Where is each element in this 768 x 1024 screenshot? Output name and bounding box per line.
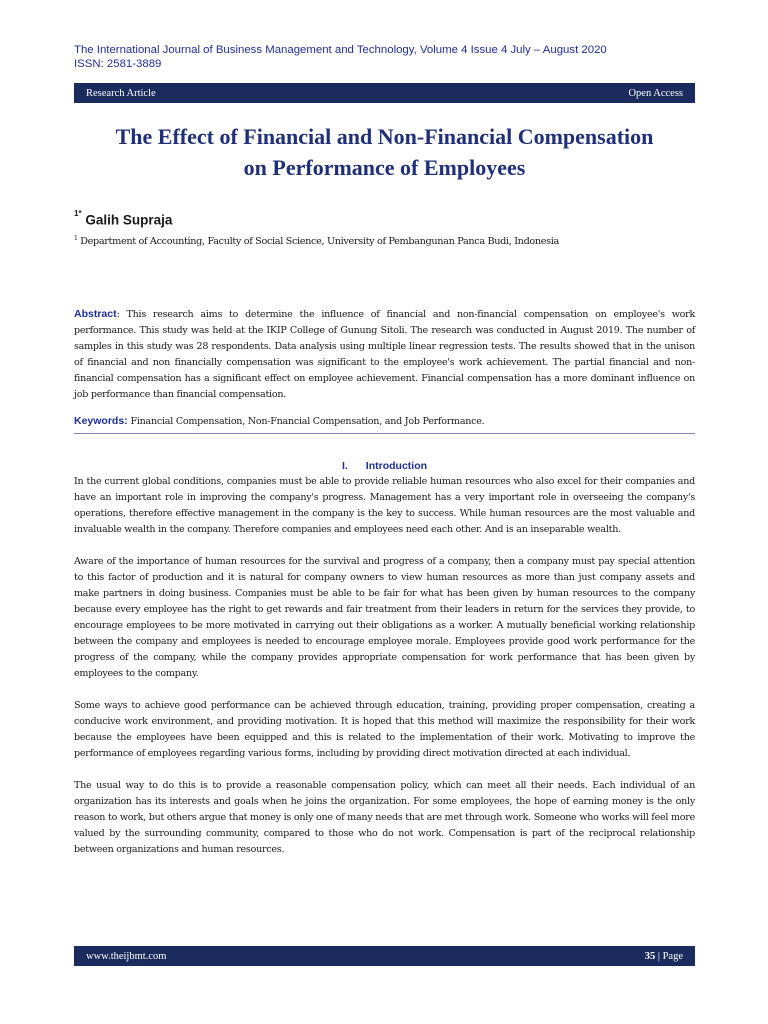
section-title: Introduction — [365, 460, 428, 472]
article-type-label: Research Article — [86, 87, 156, 99]
paragraph: Aware of the importance of human resources for the survival and progress of a company, then a company must pay special attention to this factor of production and it is natural for company owners to view human resources as more than just company assets and make partners in doing business. Companies must be able to be fair for what has been given by human resources to the company because every employee has the right to get rewards and fair treatment from their leaders in return for the services they provide, to encourage employees to be more motivated in carrying out their obligations as a worker. A mutually beneficial working relationship between the company and employees is needed to encourage employee morale. Employees provide good work performance for the progress of the company, while the company provides appropriate compensation for work performance that has been given by employees to the company. — [74, 556, 695, 679]
body-text — [74, 474, 695, 874]
footer-bar — [74, 946, 695, 966]
title-line-2: on Performance of Employees — [243, 155, 526, 180]
abstract-label: Abstract — [74, 308, 117, 320]
keywords-text: Financial Compensation, Non-Fnancial Compensation, and Job Performance. — [127, 416, 485, 427]
paragraph: The usual way to do this is to provide a reasonable compensation policy, which can meet all their needs. Each individual of an organization has its interests and goals when he joins the organization. For some employees, the hope of earning money is the only reason to work, but others argue that money is only one of many needs that are met through work. Someone who works will feel more valued by the surrounding community, compared to those who do not work. Compensation is part of the reciprocal relationship between organizations and human resources. — [74, 780, 695, 855]
abstract-text: : This research aims to determine the influence of financial and non-financial compensation on employee's work performance. This study was held at the IKIP College of Gunung Sitoli. The research was conducted in August 2019. The number of samples in this study was 28 respondents. Data analysis using multiple linear regression tests. The results showed that in the unison of financial and non financially compensation was significant to the employee's work achievement. The partial financial and non-financial compensation has a significant effect on employee achievement. Financial compensation has a more dominant influence on job performance than financial compensation. — [74, 309, 695, 400]
paragraph: In the current global conditions, companies must be able to provide reliable human resources who also excel for their companies and have an important role in improving the company's progress. Management has a very important role in overseeing the company's operations, therefore effective management in the company is the key to success. While human resources are the most valuable and invaluable wealth in the company. Therefore companies and employees need each other. And is an inseparable wealth. — [74, 476, 695, 535]
divider — [74, 433, 695, 434]
section-number: I. — [341, 460, 348, 472]
keywords — [74, 415, 695, 427]
author — [74, 209, 173, 228]
section-heading — [74, 460, 695, 472]
abstract — [74, 306, 695, 403]
keywords-label: Keywords: — [74, 415, 128, 427]
access-label: Open Access — [628, 87, 683, 99]
affiliation — [74, 235, 695, 247]
title-line-1: The Effect of Financial and Non-Financial Compensation — [115, 124, 654, 149]
journal-citation: The International Journal of Business Management and Technology, Volume 4 Issue 4 July – August 2020 — [74, 44, 607, 56]
affiliation-text: Department of Accounting, Faculty of Social Science, University of Pembangunan Panca Budi, Indonesia — [80, 236, 559, 248]
author-name: Galih Supraja — [85, 212, 173, 228]
author-superscript: 1* — [74, 209, 82, 218]
paragraph: Some ways to achieve good performance can be achieved through education, training, providing proper compensation, creating a conducive work environment, and providing motivation. It is hoped that this method will maximize the responsibility for their work because the employees have been equipped and this is related to the implementation of their work. Motivating to improve the performance of employees regarding various forms, including by providing direct motivation directed at each individual. — [74, 700, 695, 759]
page-number: 35 — [644, 950, 656, 962]
article-type-bar — [74, 83, 695, 103]
paper-title — [74, 121, 695, 183]
affiliation-superscript: 1 — [74, 235, 78, 242]
journal-header — [74, 43, 714, 71]
page-indicator — [645, 951, 683, 962]
page-label: | Page — [655, 950, 683, 962]
website-link[interactable]: www.theijbmt.com — [86, 950, 167, 962]
issn: ISSN: 2581-3889 — [74, 58, 162, 70]
